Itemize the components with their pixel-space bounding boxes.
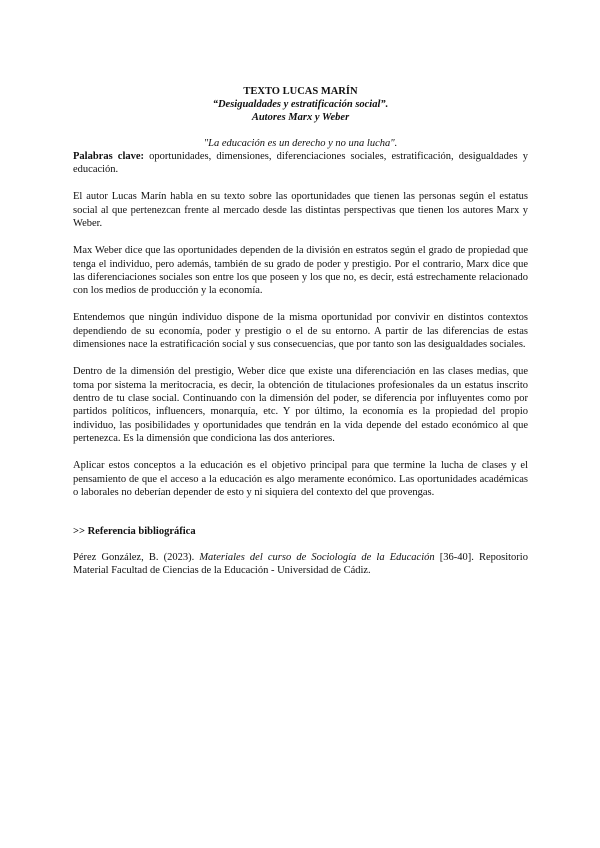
epigraph-quote: "La educación es un derecho y no una lucha". bbox=[203, 138, 398, 149]
reference-authors-year: Pérez González, B. (2023). bbox=[73, 551, 200, 563]
reference-entry bbox=[73, 551, 528, 578]
reference-title: Materiales del curso de Sociología de la Educación bbox=[199, 551, 435, 563]
document-subtitle: “Desigualdades y estratificación social”. bbox=[212, 99, 389, 110]
document-header bbox=[73, 0, 528, 124]
keywords-paragraph bbox=[73, 150, 528, 177]
body-paragraph-2: Max Weber dice que las oportunidades dependen de la división en estratos según el grado de propiedad que tenga el individuo, pero además, también de su grado de poder y prestigio. Por el contrario, Marx dice que las diferenciaciones sociales son entre los que poseen y los que no, es decir, está estrechamente relacionado con los medios de producción y la economía. bbox=[73, 245, 528, 297]
reference-details: [36-40]. Repositorio Material Facultad de Ciencias de la Educación - Universidad de Cádiz. bbox=[73, 551, 528, 576]
body-paragraph-4: Dentro de la dimensión del prestigio, Weber dice que existe una diferenciación en las clases medias, que toma por sistema la meritocracia, es decir, la obtención de titulaciones profesionales da un estatus inscrito dentro de tu clase social. Continuando con la dimensión del poder, se diferencia por influyentes como por partidos políticos, influencers, monarquía, etc. Y por último, la economía es la propiedad del propio individuo, las posibilidades y oportunidades que tendrán en la vida depende del estado económico al que pertenezca. Es la dimensión que condiciona las dos anteriores. bbox=[73, 366, 528, 445]
references-heading: >> Referencia bibliográfica bbox=[73, 525, 196, 537]
document-authors: Autores Marx y Weber bbox=[251, 112, 350, 123]
document-title: TEXTO LUCAS MARÍN bbox=[243, 86, 358, 97]
body-paragraph-5: Aplicar estos conceptos a la educación es el objetivo principal para que termine la lucha de clases y el pensamiento de que el acceso a la educación es algo meramente económico. Las oportunidades académicas o laborales no deberían depender de esto y ni siquiera del contexto del que provengas. bbox=[73, 460, 528, 499]
body-paragraph-3: Entendemos que ningún individuo dispone de la misma oportunidad por convivir en distintos contextos dependiendo de su economía, poder y prestigio o el de su entorno. A partir de las diferencias de estas dimensiones nace la estratificación social y sus consecuencias, que por tanto son las desigualdades sociales. bbox=[73, 312, 528, 351]
body-paragraph-1: El autor Lucas Marín habla en su texto sobre las oportunidades que tienen las personas según el estatus social al que pertenezcan frente al mercado desde las distintas perspectivas que tienen los autores Marx y Weber. bbox=[73, 191, 528, 230]
keywords-label: Palabras clave: bbox=[73, 151, 145, 162]
keywords-text: oportunidades, dimensiones, diferenciaciones sociales, estratificación, desigualdades y educación. bbox=[73, 151, 528, 176]
